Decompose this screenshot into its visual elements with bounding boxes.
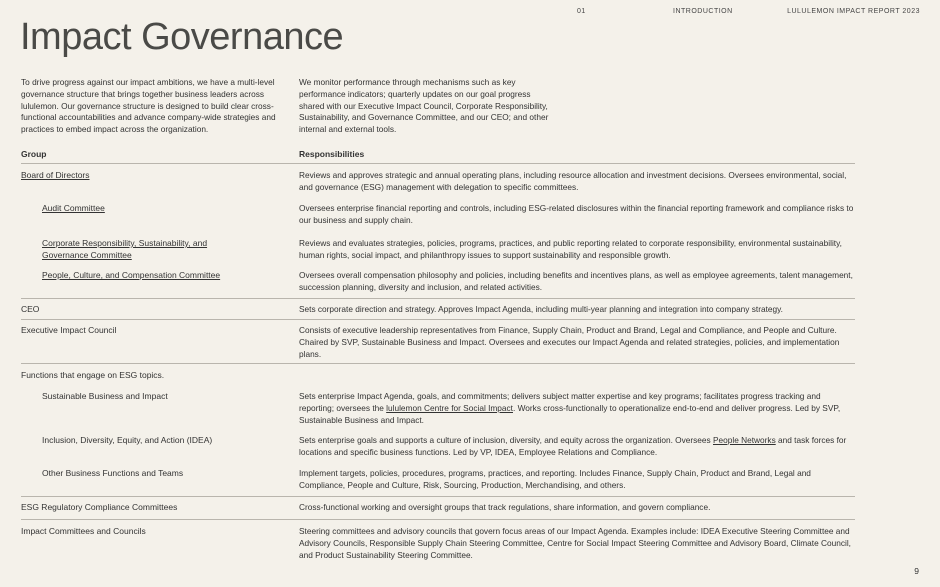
intro-paragraph-left: To drive progress against our impact ambitions, we have a multi-level governance structure that brings together business leaders across lululemon. Our governance structure is designed to build clear cross-functional accountabilities and advance company-wide strategies and practices to embed impact across the organization.: [21, 77, 276, 135]
responsibility-text-part: and task forces for locations and specific business functions. Led by VP, IDEA, Employee Relations and Compliance.: [299, 435, 847, 457]
responsibility-text: [299, 435, 855, 459]
nav-report-title[interactable]: LULULEMON IMPACT REPORT 2023: [787, 8, 920, 15]
responsibility-text: Steering committees and advisory councils that govern focus areas of our Impact Agenda. Examples include: IDEA Executive Steering Committee and Advisory Councils, Responsible Supply Chain Steering Committee, Centre for Social Impact Steering Committee and Advisory Board, Climate Council, and Product Sustainability Steering Committee.: [299, 526, 851, 560]
group-functions-esg: Functions that engage on ESG topics.: [21, 370, 165, 380]
responsibility-text: Cross-functional working and oversight groups that track regulations, share information, and govern compliance.: [299, 502, 711, 512]
group-audit-committee-link[interactable]: Audit Committee: [42, 203, 105, 213]
responsibility-text-part: . Works cross-functionally to operationalize end-to-end and deliver progress. Led by SVP, Sustainable Business and Impact.: [299, 402, 841, 425]
responsibility-text-part: Sets enterprise Impact Agenda, goals, and commitments; delivers subject matter expertise and key programs; facilitates progress tracking and reporting; oversees the: [299, 391, 821, 413]
group-ceo: CEO: [21, 304, 40, 314]
group-crsg-committee-link[interactable]: Corporate Responsibility, Sustainability, and Governance Committee: [42, 238, 208, 260]
intro-paragraph-right: We monitor performance through mechanisms such as key performance indicators; quarterly updates on our goal progress shared with our Executive Impact Council, Corporate Responsibility, Sustainability, and Governance Committee, and our CEO; and other internal and external tools.: [299, 77, 549, 135]
group-esg-regulatory: ESG Regulatory Compliance Committees: [21, 502, 178, 512]
group-idea: Inclusion, Diversity, Equity, and Action (IDEA): [42, 435, 213, 445]
page-section-number: 01: [577, 8, 586, 15]
people-networks-link[interactable]: People Networks: [713, 435, 776, 445]
responsibility-text: Consists of executive leadership representatives from Finance, Supply Chain, Product and Brand, Legal and Compliance, and People and Culture. Chaired by SVP, Sustainable Business and Impact. Oversees and executes our Impact Agenda and related strategies, policies, and implementation plans.: [299, 325, 840, 359]
group-impact-committees: Impact Committees and Councils: [21, 526, 146, 536]
page-title: Impact Governance: [20, 16, 344, 58]
column-header-group: Group: [21, 149, 47, 159]
table-divider: [21, 298, 855, 299]
responsibility-text: Sets corporate direction and strategy. Approves Impact Agenda, including multi-year planning and integration into company strategy.: [299, 304, 783, 314]
group-sustainable-business: Sustainable Business and Impact: [42, 391, 168, 401]
group-other-business-functions: Other Business Functions and Teams: [42, 468, 184, 478]
responsibility-text: Reviews and evaluates strategies, policies, programs, practices, and public reporting related to corporate responsibility, environmental sustainability, human rights, social impact, and philanthropy issues to support sustainability and responsible growth.: [299, 238, 842, 260]
group-board-of-directors-link[interactable]: Board of Directors: [21, 170, 90, 180]
group-pcc-committee-link[interactable]: People, Culture, and Compensation Committee: [42, 270, 221, 280]
group-executive-impact-council: Executive Impact Council: [21, 325, 117, 335]
table-divider: [21, 319, 855, 320]
nav-section-introduction[interactable]: INTRODUCTION: [673, 8, 733, 15]
responsibility-text-part: Sets enterprise goals and supports a culture of inclusion, diversity, and equity across the organization. Oversees: [299, 435, 713, 445]
responsibility-text: Implement targets, policies, procedures, programs, practices, and reporting. Includes Finance, Supply Chain, Product and Brand, Legal and Compliance, People and Culture, Risk, Sourcing, Production, Merchandising, and others.: [299, 468, 811, 490]
table-divider: [21, 363, 855, 364]
responsibility-text: Oversees enterprise financial reporting and controls, including ESG-related disclosures within the financial reporting framework and compliance risks to our business and supply chain.: [299, 203, 854, 225]
column-header-responsibilities: Responsibilities: [299, 149, 365, 159]
centre-for-social-impact-link[interactable]: lululemon Centre for Social Impact: [386, 402, 513, 413]
responsibility-text: Reviews and approves strategic and annual operating plans, including resource allocation and investment decisions. Oversees environmental, social, and governance (ESG) management with delegation to specific committees.: [299, 170, 847, 192]
responsibility-text: Oversees overall compensation philosophy and policies, including benefits and incentives plans, as well as employee agreements, talent management, succession planning, diversity and inclusion, and related activities.: [299, 270, 853, 292]
table-divider: [21, 496, 855, 497]
table-divider: [21, 163, 855, 164]
page-number: 9: [914, 566, 919, 576]
table-divider: [21, 519, 855, 520]
responsibility-text: [299, 391, 855, 426]
